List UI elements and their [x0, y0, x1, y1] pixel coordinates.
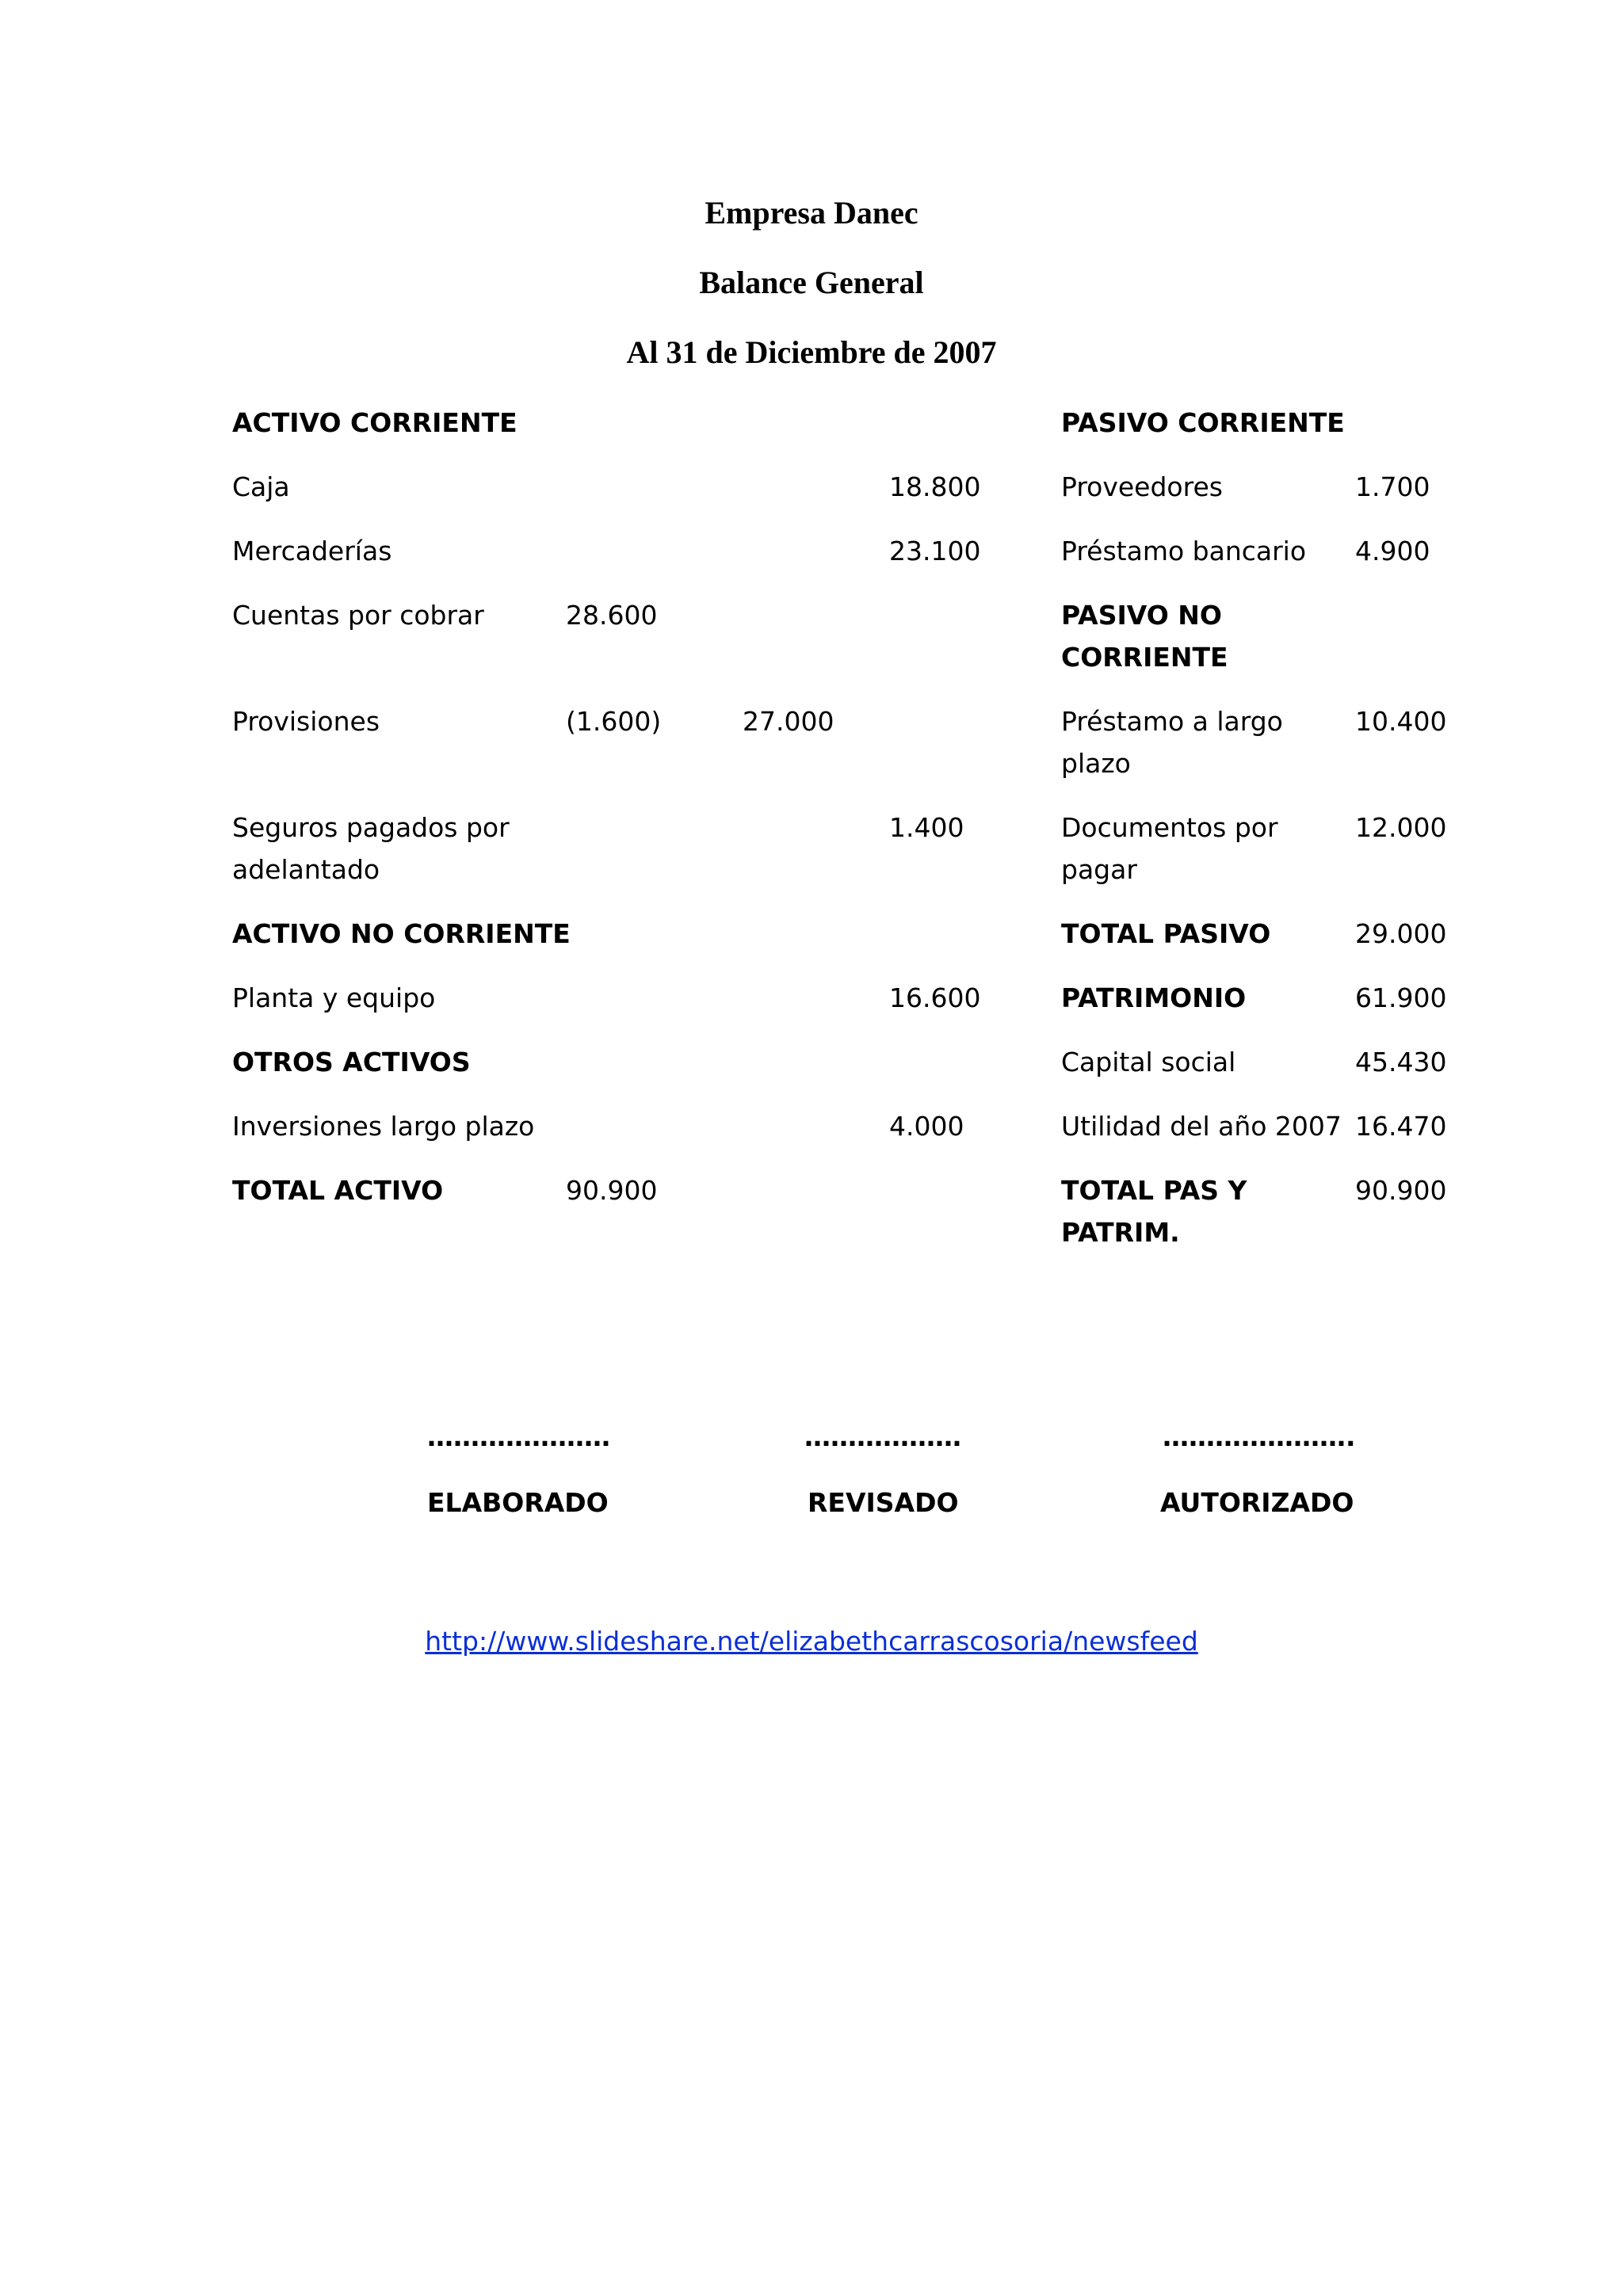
planta-label: Planta y equipo — [232, 982, 436, 1013]
pasivo-no-corriente-heading: PASIVO NO CORRIENTE — [1061, 600, 1228, 673]
prestamo-largo-value: 10.400 — [1355, 706, 1447, 737]
company-name: Empresa Danec — [705, 195, 918, 231]
revisado-signature-line: ……………… — [804, 1421, 961, 1452]
total-activo-label: TOTAL ACTIVO — [232, 1175, 444, 1206]
patrimonio-label: PATRIMONIO — [1061, 982, 1247, 1013]
total-pasivo-value: 29.000 — [1355, 918, 1447, 949]
mercaderias-label: Mercaderías — [232, 536, 392, 566]
elaborado-label: ELABORADO — [427, 1487, 609, 1518]
mercaderias-value: 23.100 — [889, 536, 981, 566]
prestamo-largo-label: Préstamo a largo plazo — [1061, 706, 1283, 779]
inversiones-value: 4.000 — [889, 1111, 964, 1142]
capital-social-value: 45.430 — [1355, 1047, 1447, 1077]
proveedores-value: 1.700 — [1355, 471, 1430, 502]
documentos-value: 12.000 — [1355, 812, 1447, 843]
seguros-value: 1.400 — [889, 812, 964, 843]
patrimonio-value: 61.900 — [1355, 982, 1447, 1013]
total-pasivo-label: TOTAL PASIVO — [1061, 918, 1271, 949]
utilidad-label: Utilidad del año 2007 — [1061, 1111, 1342, 1142]
otros-activos-heading: OTROS ACTIVOS — [232, 1047, 471, 1077]
documentos-label: Documentos por pagar — [1061, 812, 1278, 885]
autorizado-label: AUTORIZADO — [1160, 1487, 1354, 1518]
report-title: Balance General — [699, 265, 924, 300]
seguros-label: Seguros pagados por adelantado — [232, 812, 510, 885]
provisiones-label: Provisiones — [232, 706, 380, 737]
inversiones-label: Inversiones largo plazo — [232, 1111, 535, 1142]
activo-no-corriente-heading: ACTIVO NO CORRIENTE — [232, 918, 571, 949]
utilidad-value: 16.470 — [1355, 1111, 1447, 1142]
cuentas-por-cobrar-label: Cuentas por cobrar — [232, 600, 484, 631]
elaborado-signature-line: ………………… — [427, 1421, 610, 1452]
report-date: Al 31 de Diciembre de 2007 — [626, 334, 997, 370]
capital-social-label: Capital social — [1061, 1047, 1236, 1077]
planta-value: 16.600 — [889, 982, 981, 1013]
proveedores-label: Proveedores — [1061, 471, 1223, 502]
prestamo-bancario-label: Préstamo bancario — [1061, 536, 1307, 566]
caja-label: Caja — [232, 471, 290, 502]
cuentas-por-cobrar-value: 28.600 — [566, 600, 658, 631]
autorizado-signature-line: …………………. — [1163, 1421, 1356, 1452]
prestamo-bancario-value: 4.900 — [1355, 536, 1430, 566]
total-pas-patrim-label: TOTAL PAS Y PATRIM. — [1061, 1175, 1247, 1248]
revisado-label: REVISADO — [808, 1487, 959, 1518]
total-activo-value: 90.900 — [566, 1175, 658, 1206]
total-pas-patrim-value: 90.900 — [1355, 1175, 1447, 1206]
source-link[interactable]: http://www.slideshare.net/elizabethcarrascosoria/newsfeed — [425, 1626, 1198, 1657]
activo-corriente-heading: ACTIVO CORRIENTE — [232, 407, 517, 438]
provisiones-net-value: 27.000 — [743, 706, 834, 737]
pasivo-corriente-heading: PASIVO CORRIENTE — [1061, 407, 1345, 438]
caja-value: 18.800 — [889, 471, 981, 502]
provisiones-value: (1.600) — [566, 706, 662, 737]
